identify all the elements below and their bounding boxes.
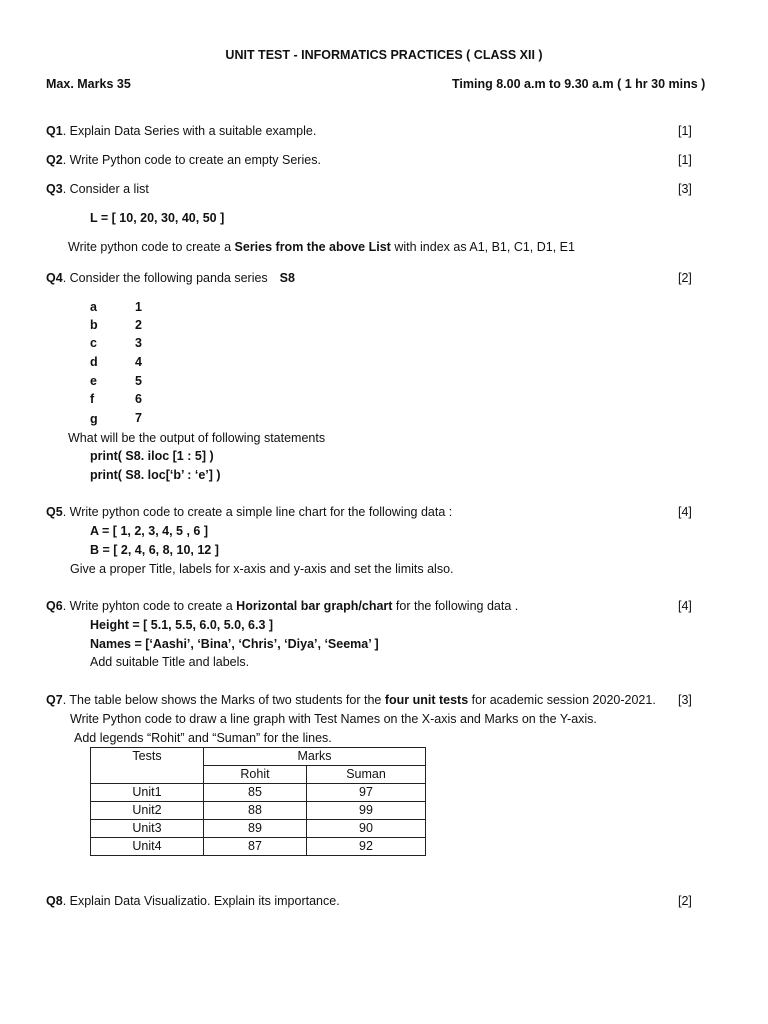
- cell-rohit: 85: [204, 784, 307, 802]
- question-number: Q6: [46, 599, 63, 613]
- question-1: [46, 124, 316, 138]
- question-text: . Write python code to create a simple line chart for the following data :: [62, 505, 453, 519]
- q3-instruction-text-end: with index as A1, B1, C1, D1, E1: [390, 240, 575, 254]
- marks-table: [90, 747, 426, 856]
- series-index: a: [90, 300, 97, 314]
- page-title: UNIT TEST - INFORMATICS PRACTICES ( CLASS XII ): [225, 48, 543, 62]
- q6-note: Add suitable Title and labels.: [90, 655, 250, 669]
- q5-note: Give a proper Title, labels for x-axis and y-axis and set the limits also.: [70, 562, 454, 576]
- series-row: [90, 374, 97, 388]
- series-row: [90, 336, 97, 350]
- series-index: g: [90, 412, 98, 426]
- q3-instruction: [68, 240, 575, 254]
- question-2-marks: [1]: [678, 153, 692, 167]
- question-7-marks: [3]: [678, 693, 692, 707]
- table-row: [91, 820, 426, 838]
- question-number: Q3: [46, 182, 63, 196]
- series-value: 1: [135, 300, 142, 314]
- series-index: d: [90, 355, 98, 369]
- question-4-marks: [2]: [678, 271, 692, 285]
- question-text-end: for the following data .: [392, 599, 519, 613]
- series-value: 5: [135, 374, 142, 388]
- question-number: Q4: [46, 271, 63, 285]
- cell-test: Unit3: [91, 820, 204, 838]
- header-suman: Suman: [307, 766, 426, 784]
- question-text-bold: Horizontal bar graph/chart: [236, 599, 393, 613]
- question-text: . Consider the following panda series: [62, 271, 268, 285]
- question-number: Q2: [46, 153, 63, 167]
- question-number: Q7: [46, 693, 63, 707]
- q6-names: Names = [‘Aashi’, ‘Bina’, ‘Chris’, ‘Diya’, ‘Seema’ ]: [90, 637, 379, 651]
- q7-legend-note: Add legends “Rohit” and “Suman” for the lines.: [74, 731, 332, 745]
- question-text-bold: four unit tests: [384, 693, 469, 707]
- series-name: S8: [279, 271, 295, 285]
- series-index: b: [90, 318, 98, 332]
- series-row: [90, 392, 94, 406]
- table-row: [91, 838, 426, 856]
- question-6-marks: [4]: [678, 599, 692, 613]
- series-value: 2: [135, 318, 142, 332]
- table-row: [91, 784, 426, 802]
- cell-rohit: 88: [204, 802, 307, 820]
- question-5-marks: [4]: [678, 505, 692, 519]
- q5-list-b: B = [ 2, 4, 6, 8, 10, 12 ]: [90, 543, 219, 557]
- q4-prompt: What will be the output of following statements: [68, 431, 326, 445]
- series-row: [90, 318, 98, 332]
- cell-suman: 90: [307, 820, 426, 838]
- cell-test: Unit4: [91, 838, 204, 856]
- header-tests: Tests: [91, 748, 204, 784]
- q4-statement-1: print( S8. iloc [1 : 5] ): [90, 449, 214, 463]
- cell-test: Unit1: [91, 784, 204, 802]
- series-value: 7: [135, 411, 142, 425]
- timing: Timing 8.00 a.m to 9.30 a.m ( 1 hr 30 mins ): [452, 77, 706, 91]
- series-row: [90, 300, 97, 314]
- question-number: Q1: [46, 124, 63, 138]
- q3-instruction-text: Write python code to create a: [68, 240, 235, 254]
- question-text: . Explain Data Visualizatio. Explain its importance.: [62, 894, 340, 908]
- cell-rohit: 87: [204, 838, 307, 856]
- max-marks: Max. Marks 35: [46, 77, 131, 91]
- table-row: [91, 802, 426, 820]
- question-text-end: for academic session 2020-2021.: [468, 693, 656, 707]
- cell-rohit: 89: [204, 820, 307, 838]
- cell-suman: 92: [307, 838, 426, 856]
- q6-heights: Height = [ 5.1, 5.5, 6.0, 5.0, 6.3 ]: [90, 618, 274, 632]
- cell-suman: 97: [307, 784, 426, 802]
- series-value: 6: [135, 392, 142, 406]
- series-index: c: [90, 336, 97, 350]
- series-index: f: [90, 392, 95, 406]
- question-3-marks: [3]: [678, 182, 692, 196]
- series-index: e: [90, 374, 97, 388]
- question-8-marks: [2]: [678, 894, 692, 908]
- q3-instruction-bold: Series from the above List: [234, 240, 391, 254]
- series-value: 4: [135, 355, 142, 369]
- q3-list: L = [ 10, 20, 30, 40, 50 ]: [90, 211, 225, 225]
- q5-list-a: A = [ 1, 2, 3, 4, 5 , 6 ]: [90, 524, 208, 538]
- question-8: [46, 894, 340, 908]
- series-row: [90, 412, 98, 426]
- question-7: [46, 693, 656, 707]
- q7-instruction: Write Python code to draw a line graph with Test Names on the X-axis and Marks on the Y-axis.: [70, 712, 597, 726]
- series-row: [90, 355, 98, 369]
- question-number: Q8: [46, 894, 63, 908]
- header-marks: Marks: [204, 748, 426, 766]
- question-text: . Write Python code to create an empty Series.: [62, 153, 321, 167]
- question-1-marks: [1]: [678, 124, 692, 138]
- question-3: [46, 182, 149, 196]
- q4-statement-2: print( S8. loc[‘b’ : ‘e’] ): [90, 468, 221, 482]
- question-5: [46, 505, 452, 519]
- series-value: 3: [135, 336, 142, 350]
- question-4: [46, 271, 295, 285]
- cell-suman: 99: [307, 802, 426, 820]
- question-text: . Consider a list: [62, 182, 149, 196]
- question-6: [46, 599, 518, 613]
- cell-test: Unit2: [91, 802, 204, 820]
- header-rohit: Rohit: [204, 766, 307, 784]
- question-text: . The table below shows the Marks of two students for the: [62, 693, 385, 707]
- question-2: [46, 153, 321, 167]
- table-header-row: [91, 748, 426, 766]
- question-text: . Explain Data Series with a suitable example.: [62, 124, 317, 138]
- question-text: . Write pyhton code to create a: [62, 599, 237, 613]
- question-number: Q5: [46, 505, 63, 519]
